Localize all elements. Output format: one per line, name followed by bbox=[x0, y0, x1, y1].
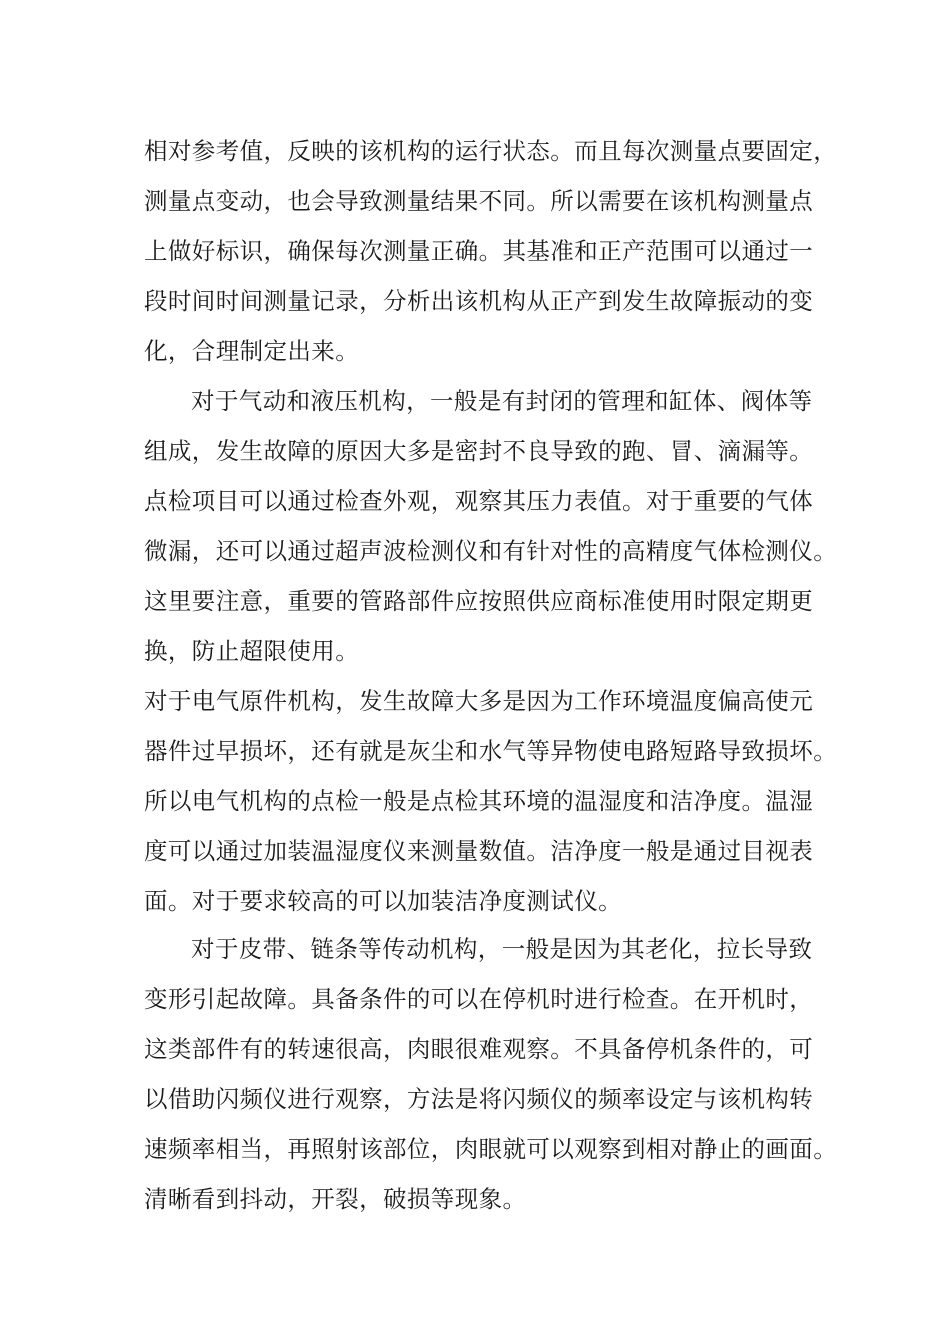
text-line: 这里要注意，重要的管路部件应按照供应商标准使用时限定期更 bbox=[144, 587, 814, 615]
text-line: 化，合理制定出来。 bbox=[144, 337, 360, 365]
text-line: 微漏，还可以通过超声波检测仪和有针对性的高精度气体检测仪。 bbox=[144, 537, 838, 565]
text-line: 面。对于要求较高的可以加装洁净度测试仪。 bbox=[144, 887, 622, 915]
paragraph-first-line: 对于电气原件机构，发生故障大多是因为工作环境温度偏高使元 bbox=[144, 687, 814, 715]
text-line: 这类部件有的转速很高，肉眼很难观察。不具备停机条件的，可 bbox=[144, 1035, 814, 1063]
text-line: 器件过早损坏，还有就是灰尘和水气等异物使电路短路导致损坏。 bbox=[144, 737, 838, 765]
text-line: 组成，发生故障的原因大多是密封不良导致的跑、冒、滴漏等。 bbox=[144, 437, 814, 465]
text-line: 换，防止超限使用。 bbox=[144, 637, 360, 665]
text-line: 所以电气机构的点检一般是点检其环境的温湿度和洁净度。温湿 bbox=[144, 787, 814, 815]
text-line: 点检项目可以通过检查外观，观察其压力表值。对于重要的气体 bbox=[144, 487, 814, 515]
text-line: 测量点变动，也会导致测量结果不同。所以需要在该机构测量点 bbox=[144, 187, 814, 215]
paragraph-first-line: 对于皮带、链条等传动机构，一般是因为其老化，拉长导致 bbox=[191, 935, 813, 963]
text-line: 上做好标识，确保每次测量正确。其基准和正产范围可以通过一 bbox=[144, 237, 814, 265]
text-line: 度可以通过加装温湿度仪来测量数值。洁净度一般是通过目视表 bbox=[144, 837, 814, 865]
text-line: 相对参考值，反映的该机构的运行状态。而且每次测量点要固定， bbox=[144, 137, 838, 165]
text-line: 段时间时间测量记录，分析出该机构从正产到发生故障振动的变 bbox=[144, 287, 814, 315]
text-line: 速频率相当，再照射该部位，肉眼就可以观察到相对静止的画面。 bbox=[144, 1135, 838, 1163]
text-line: 以借助闪频仪进行观察，方法是将闪频仪的频率设定与该机构转 bbox=[144, 1085, 814, 1113]
text-line: 清晰看到抖动，开裂，破损等现象。 bbox=[144, 1185, 527, 1213]
text-line: 变形引起故障。具备条件的可以在停机时进行检查。在开机时， bbox=[144, 985, 814, 1013]
paragraph-first-line: 对于气动和液压机构，一般是有封闭的管理和缸体、阀体等 bbox=[191, 387, 813, 415]
